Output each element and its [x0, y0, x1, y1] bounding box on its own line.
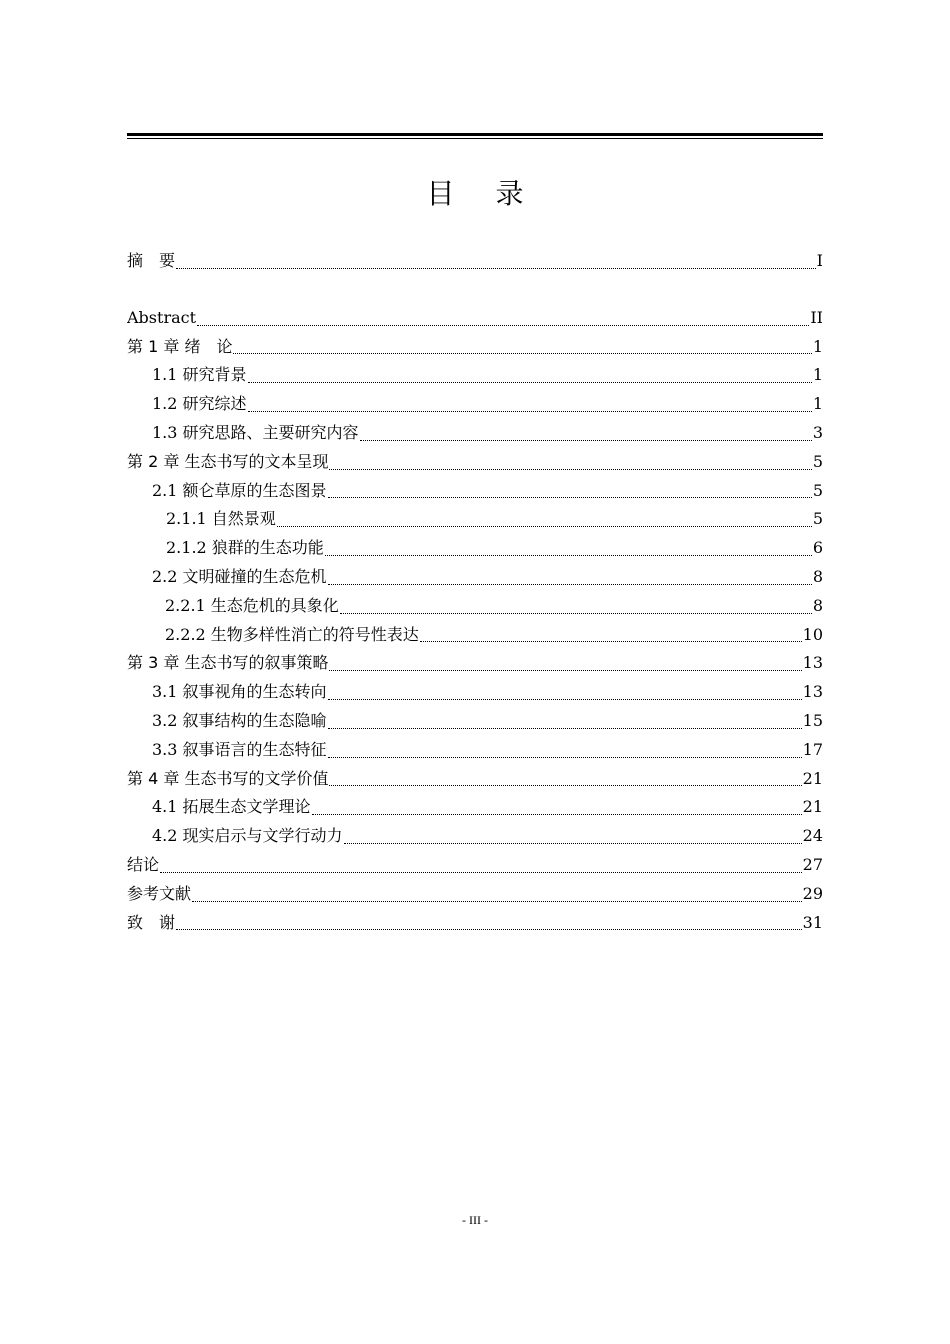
toc-entry-page-number: 29 — [802, 883, 823, 903]
toc-dot-leader — [329, 784, 801, 786]
toc-dot-leader — [233, 352, 811, 354]
toc-entry-page-number: 1 — [812, 365, 823, 385]
toc-dot-leader — [329, 468, 811, 470]
toc-entry[interactable] — [127, 793, 823, 822]
toc-entry-label: 第 4 章 生态书写的文学价值 — [127, 768, 329, 788]
toc-entry-label: 1.2 研究综述 — [152, 394, 247, 414]
toc-entry[interactable] — [127, 505, 823, 534]
toc-dot-leader — [277, 525, 812, 527]
toc-entry-page-number: 5 — [812, 480, 823, 500]
toc-entry-page-number: 15 — [802, 710, 823, 730]
toc-entry[interactable] — [127, 563, 823, 592]
toc-entry-label: 3.3 叙事语言的生态特征 — [152, 739, 327, 759]
toc-entry-page-number: 8 — [812, 566, 823, 586]
toc-entry-label: 4.2 现实启示与文学行动力 — [152, 826, 343, 846]
toc-dot-leader — [328, 583, 812, 585]
toc-dot-leader — [360, 439, 812, 441]
toc-entry-label: 结论 — [127, 854, 160, 874]
toc-entry[interactable] — [127, 649, 823, 678]
toc-dot-leader — [344, 842, 802, 844]
toc-entry[interactable] — [127, 419, 823, 448]
toc-entry[interactable] — [127, 361, 823, 390]
toc-entry[interactable] — [127, 247, 823, 276]
toc-dot-leader — [420, 640, 802, 642]
toc-entry[interactable] — [127, 909, 823, 938]
toc-entry[interactable] — [127, 534, 823, 563]
toc-entry-page-number: I — [816, 251, 823, 270]
toc-entry-page-number: 13 — [802, 682, 823, 702]
toc-entry-page-number: 1 — [812, 336, 823, 356]
toc-entry-label: 2.2.2 生物多样性消亡的符号性表达 — [165, 624, 419, 644]
toc-entry-label: 致 谢 — [127, 912, 176, 932]
toc-entry-label: 2.1 额仑草原的生态图景 — [152, 480, 327, 500]
toc-dot-leader — [328, 496, 812, 498]
toc-entry-page-number: 6 — [812, 538, 823, 558]
toc-entry-page-number: 13 — [802, 653, 823, 673]
toc-entry-page-number: 5 — [812, 451, 823, 471]
toc-dot-leader — [176, 267, 816, 269]
toc-title: 目 录 — [426, 177, 540, 210]
header-rule-thin — [127, 138, 823, 139]
toc-entry-label: 1.3 研究思路、主要研究内容 — [152, 422, 359, 442]
toc-dot-leader — [312, 813, 802, 815]
toc-entry-label: 2.2 文明碰撞的生态危机 — [152, 566, 327, 586]
toc-entry-page-number: 21 — [802, 797, 823, 817]
toc-dot-leader — [248, 410, 812, 412]
toc-dot-leader — [329, 669, 801, 671]
toc-entry-label: 摘 要 — [127, 251, 176, 270]
toc-dot-leader — [160, 871, 802, 873]
toc-entry[interactable] — [127, 707, 823, 736]
toc-entry-page-number: 21 — [802, 768, 823, 788]
toc-entry-label: Abstract — [127, 307, 197, 327]
toc-entry[interactable] — [127, 448, 823, 477]
toc-entry-label: 3.2 叙事结构的生态隐喻 — [152, 710, 327, 730]
toc-entry-label: 2.2.1 生态危机的具象化 — [165, 595, 339, 615]
toc-entry-label: 第 1 章 绪 论 — [127, 336, 233, 356]
toc-entry[interactable] — [127, 621, 823, 650]
toc-entry-page-number: 27 — [802, 854, 823, 874]
toc-entry-label: 3.1 叙事视角的生态转向 — [152, 682, 327, 702]
toc-entry-page-number: 8 — [812, 595, 823, 615]
toc-entry[interactable] — [127, 851, 823, 880]
toc-dot-leader — [328, 727, 802, 729]
toc-entry[interactable] — [127, 736, 823, 765]
toc-entry-page-number: 1 — [812, 394, 823, 414]
toc-entry[interactable] — [127, 304, 823, 333]
toc-dot-leader — [340, 612, 812, 614]
toc-entry-label: 4.1 拓展生态文学理论 — [152, 797, 311, 817]
toc-entry[interactable] — [127, 880, 823, 909]
toc-entry-page-number: 17 — [802, 739, 823, 759]
toc-dot-leader — [176, 928, 802, 930]
toc-entry-page-number: II — [810, 307, 823, 327]
toc-dot-leader — [197, 324, 809, 326]
toc-entry-label: 2.1.1 自然景观 — [166, 509, 276, 529]
toc-entry-label: 参考文献 — [127, 883, 192, 903]
toc-dot-leader — [192, 900, 802, 902]
toc-entry[interactable] — [127, 678, 823, 707]
toc-dot-leader — [248, 381, 812, 383]
toc-entry[interactable] — [127, 765, 823, 794]
toc-entry-page-number: 24 — [802, 826, 823, 846]
toc-entry[interactable] — [127, 477, 823, 506]
toc-entry-label: 第 2 章 生态书写的文本呈现 — [127, 451, 329, 471]
toc-entry-page-number: 31 — [802, 912, 823, 932]
toc-dot-leader — [328, 698, 802, 700]
toc-entry[interactable] — [127, 333, 823, 362]
toc-entry[interactable] — [127, 390, 823, 419]
toc-entry-page-number: 3 — [812, 422, 823, 442]
toc-entry-label: 1.1 研究背景 — [152, 365, 247, 385]
page-number-footer: - III - — [462, 1213, 488, 1227]
table-of-contents — [127, 247, 823, 937]
toc-entry-label: 2.1.2 狼群的生态功能 — [166, 538, 324, 558]
toc-entry[interactable] — [127, 592, 823, 621]
toc-entry[interactable] — [127, 822, 823, 851]
header-rule-thick — [127, 133, 823, 136]
toc-entry-page-number: 10 — [802, 624, 823, 644]
toc-entry-page-number: 5 — [812, 509, 823, 529]
header-double-rule — [127, 133, 823, 139]
toc-dot-leader — [328, 756, 802, 758]
toc-entry-label: 第 3 章 生态书写的叙事策略 — [127, 653, 329, 673]
toc-dot-leader — [325, 554, 812, 556]
